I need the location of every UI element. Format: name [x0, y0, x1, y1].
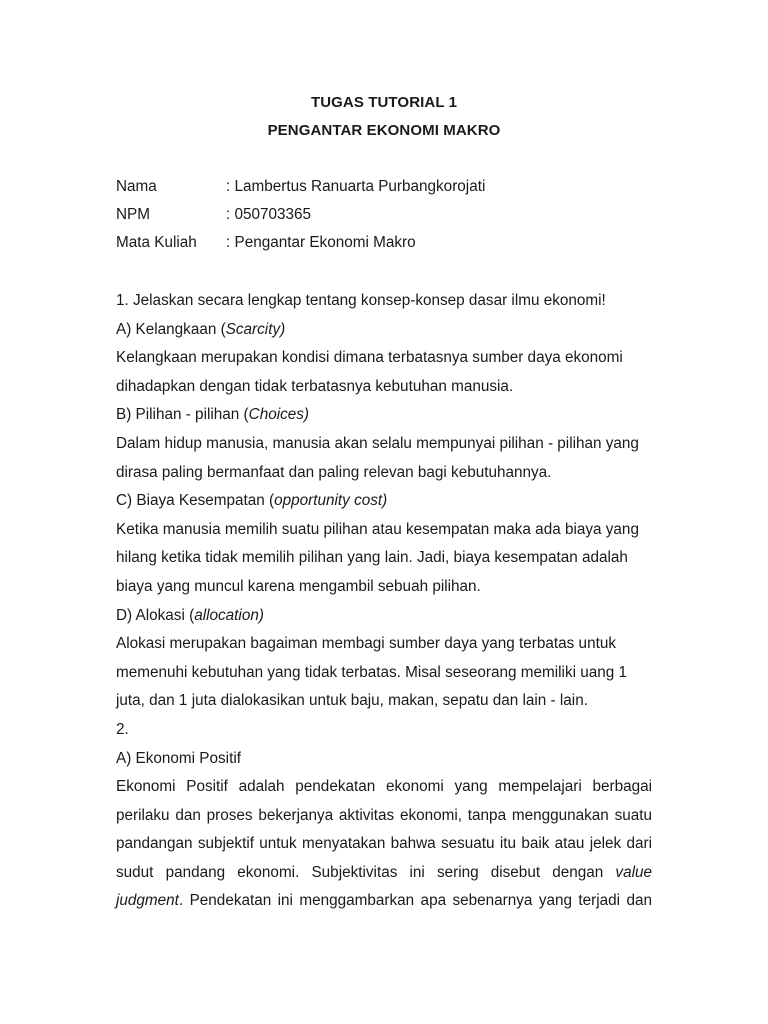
name-value: : Lambertus Ranuarta Purbangkorojati [226, 178, 486, 195]
question-1: 1. Jelaskan secara lengkap tentang konsep-konsep dasar ilmu ekonomi! [116, 292, 606, 309]
section-b-term: Choices) [248, 406, 309, 424]
paragraph-line: memenuhi kebutuhan yang tidak terbatas. Misal seseorang memiliki uang 1 [116, 663, 628, 681]
paragraph-line [116, 863, 652, 892]
paragraph-line: dihadapkan dengan tidak terbatasnya kebutuhan manusia. [116, 377, 514, 395]
paragraph-line: Ketika manusia memilih suatu pilihan atau kesempatan maka ada biaya yang [116, 520, 639, 538]
paragraph-line: juta, dan 1 juta dialokasikan untuk baju, makan, sepatu dan lain - lain. [116, 692, 588, 710]
paragraph-line: pandangan subjektif untuk menyatakan bahwa sesuatu itu baik atau jelek dari [116, 835, 652, 853]
paragraph-line: Alokasi merupakan bagaiman membagi sumber daya yang terbatas untuk [116, 635, 616, 653]
question-2: 2. [116, 720, 129, 738]
section-d-label: D) Alokasi ( [116, 606, 195, 624]
paragraph-line: Dalam hidup manusia, manusia akan selalu mempunyai pilihan - pilihan yang [116, 434, 639, 452]
document-subtitle: PENGANTAR EKONOMI MAKRO [267, 122, 501, 139]
section-c-term: opportunity cost) [274, 492, 388, 510]
text-run: . Pendekatan ini menggambarkan apa sebenarnya yang terjadi dan [178, 892, 652, 910]
section-d-term: allocation) [194, 606, 264, 624]
paragraph-line: perilaku dan proses bekerjanya aktivitas ekonomi, tanpa menggunakan suatu [116, 806, 652, 824]
section-b-label: B) Pilihan - pilihan ( [116, 406, 249, 424]
npm-value: : 050703365 [226, 206, 312, 223]
paragraph-line: dirasa paling bermanfaat dan paling relevan bagi kebutuhannya. [116, 463, 552, 481]
section-d-heading [116, 606, 652, 635]
paragraph-line: biaya yang muncul karena mengambil sebuah pilihan. [116, 577, 481, 595]
section-b-heading [116, 405, 652, 434]
paragraph-line: Kelangkaan merupakan kondisi dimana terbatasnya sumber daya ekonomi [116, 349, 623, 367]
section-a-term: Scarcity) [225, 320, 286, 338]
section-a-heading [116, 320, 652, 349]
paragraph-line: Ekonomi Positif adalah pendekatan ekonomi yang mempelajari berbagai [116, 778, 652, 796]
section-e-heading: A) Ekonomi Positif [116, 749, 241, 767]
paragraph-line [116, 891, 652, 920]
paragraph-line: hilang ketika tidak memilih pilihan yang lain. Jadi, biaya kesempatan adalah [116, 549, 628, 567]
section-c-label: C) Biaya Kesempatan ( [116, 492, 275, 510]
course-label: Mata Kuliah [116, 234, 197, 251]
document-title: TUGAS TUTORIAL 1 [310, 94, 458, 111]
text-run: sudut pandang ekonomi. Subjektivitas ini sering disebut dengan [116, 863, 616, 881]
name-label: Nama [116, 178, 157, 195]
italic-term: value [615, 863, 652, 881]
npm-label: NPM [116, 206, 150, 223]
section-a-label: A) Kelangkaan ( [116, 320, 226, 338]
italic-term: judgment [116, 892, 179, 910]
document-body [116, 291, 652, 920]
section-c-heading [116, 491, 652, 520]
course-value: : Pengantar Ekonomi Makro [226, 234, 416, 251]
